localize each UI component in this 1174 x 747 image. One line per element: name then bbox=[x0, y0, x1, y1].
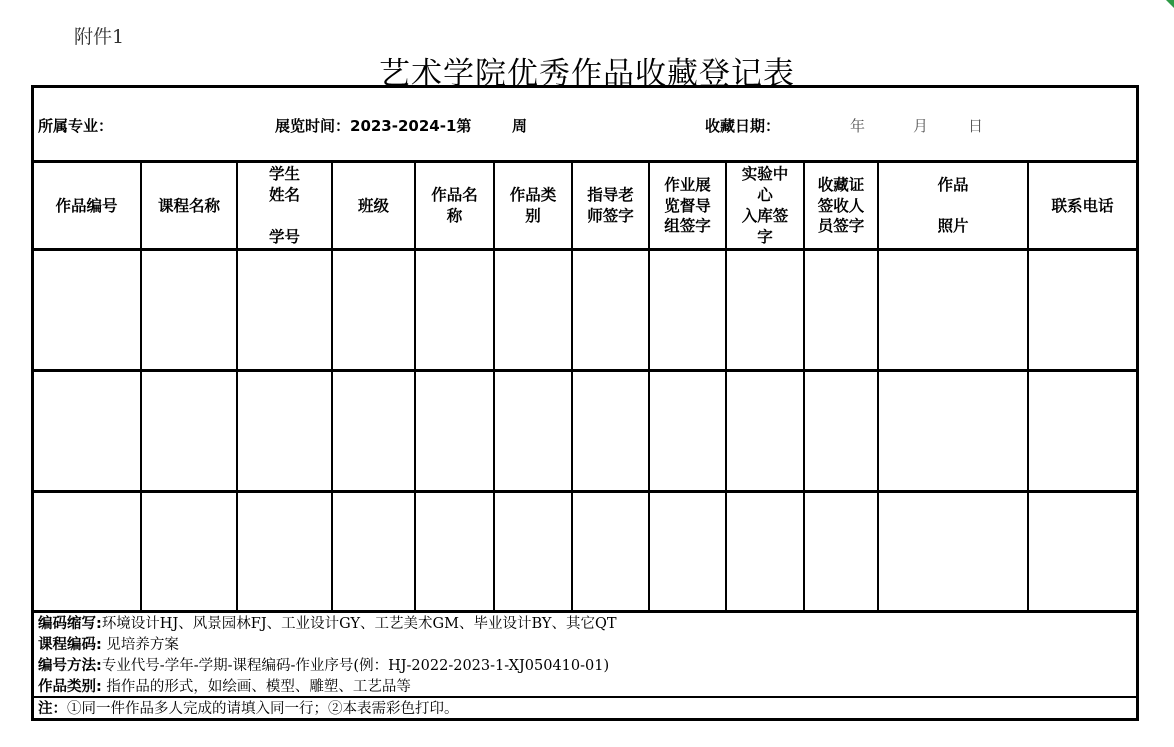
form-title: 艺术学院优秀作品收藏登记表 bbox=[379, 56, 795, 92]
note-work-category: 作品类别: 指作品的形式，如绘画、模型、雕塑、工艺品等 bbox=[38, 679, 411, 695]
note-numbering-method: 编号方法:专业代号-学年-学期-课程编码-作业序号(例：HJ-2022-2023-1-XJ050410-01) bbox=[38, 658, 610, 674]
note-code-abbreviation: 编码缩写:环境设计HJ、风景园林FJ、工业设计GY、工艺美术GM、毕业设计BY、其它QT bbox=[38, 616, 617, 632]
corner-marker bbox=[1166, 0, 1174, 8]
col-header-supervisor-sign: 作业展 览督导 组签字 bbox=[664, 175, 711, 236]
col-header-phone: 联系电话 bbox=[1051, 196, 1114, 215]
collect-date-label: 收藏日期： bbox=[705, 117, 781, 135]
year-label: 年 bbox=[850, 117, 866, 135]
col-header-course-name: 课程名称 bbox=[157, 196, 220, 215]
note-course-code: 课程编码: 见培养方案 bbox=[38, 637, 179, 653]
table-row[interactable] bbox=[33, 493, 1136, 610]
table-row[interactable] bbox=[33, 251, 1136, 369]
footer-note: 注：①同一件作品多人完成的请填入同一行；②本表需彩色打印。 bbox=[38, 701, 459, 717]
col-header-work-name: 作品名 称 bbox=[431, 186, 478, 225]
attachment-label: 附件1 bbox=[74, 26, 125, 48]
col-header-work-category: 作品类 别 bbox=[509, 186, 557, 225]
major-label: 所属专业： bbox=[38, 117, 114, 135]
table-row[interactable] bbox=[33, 372, 1136, 490]
col-header-work-id: 作品编号 bbox=[55, 196, 118, 215]
col-header-advisor-sign: 指导老 师签字 bbox=[587, 186, 634, 225]
day-label: 日 bbox=[968, 117, 984, 135]
col-header-work-photo: 作品 照片 bbox=[937, 175, 969, 236]
col-header-class: 班级 bbox=[357, 196, 389, 215]
rule-table-bottom bbox=[31, 610, 1139, 613]
col-header-receiver-sign: 收藏证 签收人 员签字 bbox=[817, 175, 865, 236]
week-label: 周 bbox=[512, 117, 528, 135]
exhibition-time-label: 展览时间：2023-2024-1第 bbox=[275, 117, 472, 135]
col-header-lab-sign: 实验中 心 入库签 字 bbox=[741, 165, 789, 246]
month-label: 月 bbox=[913, 117, 929, 135]
col-header-student: 学生 姓名 学号 bbox=[268, 165, 300, 246]
